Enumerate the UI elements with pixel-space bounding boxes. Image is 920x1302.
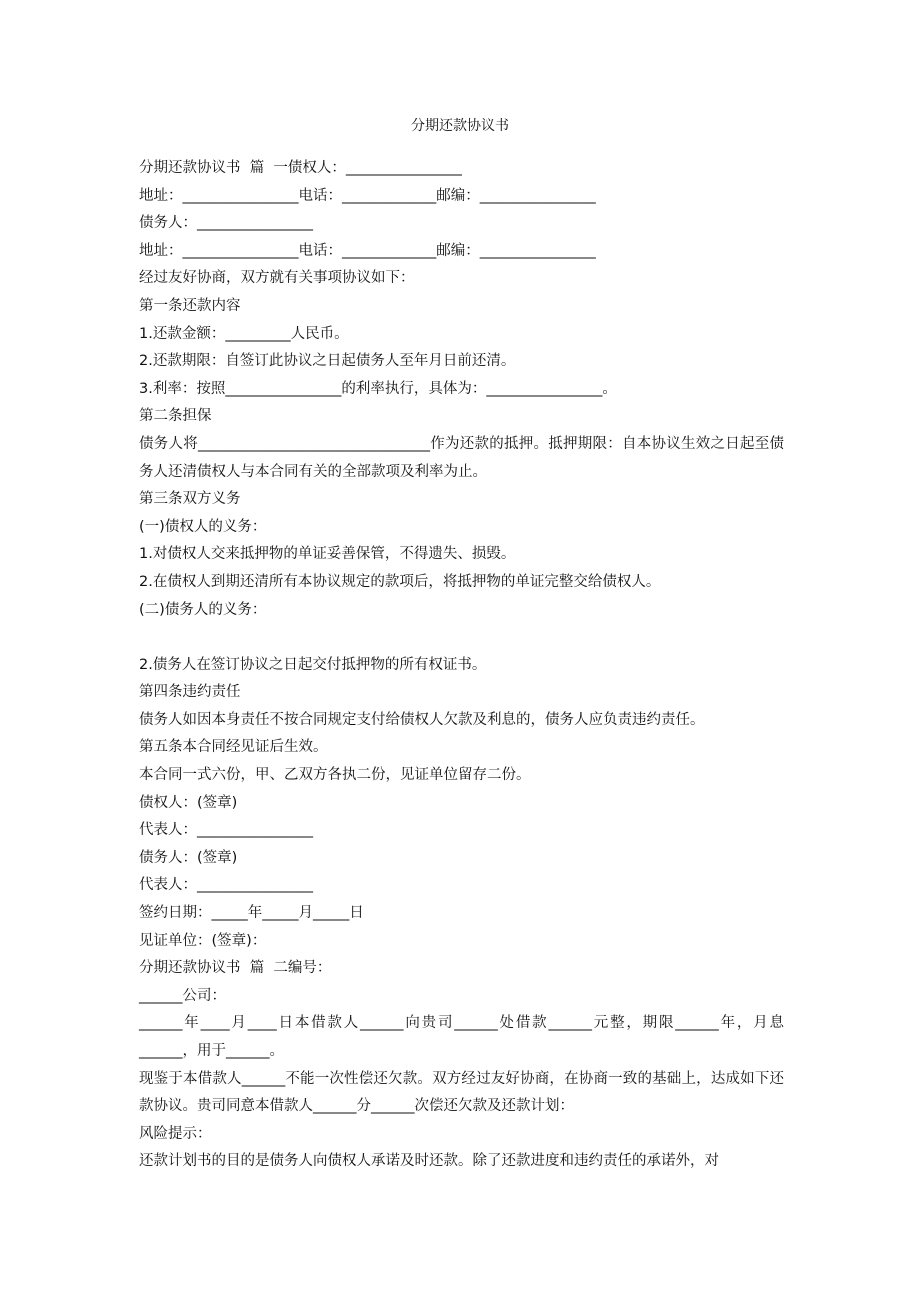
debtor-representative: 代表人：________________ xyxy=(139,877,313,894)
interest-rate: 3.利率：按照________________的利率执行，具体为：________________。 xyxy=(139,380,617,397)
debtor-address-line: 地址：________________电话：_____________邮编：________________ xyxy=(139,242,596,259)
creditor-duties-heading: (一)债权人的义务： xyxy=(139,518,267,535)
company-line: ______公司： xyxy=(139,987,226,1004)
debtor-line: 债务人：________________ xyxy=(139,215,313,232)
repayment-amount: 1.还款金额：_________人民币。 xyxy=(139,325,349,342)
creditor-address-line: 地址：________________电话：_____________邮编：________________ xyxy=(139,187,596,204)
part-2-heading: 分期还款协议书 篇 二编号： xyxy=(139,960,332,977)
creditor-signature: 债权人：(签章) xyxy=(139,794,238,811)
creditor-representative: 代表人：________________ xyxy=(139,822,313,839)
article-5-heading: 第五条本合同经见证后生效。 xyxy=(139,739,328,756)
document-title: 分期还款协议书 xyxy=(411,118,509,134)
debtor-duty-2: 2.债务人在签订协议之日起交付抵押物的所有权证书。 xyxy=(139,656,487,673)
repayment-agreement-paragraph: 现鉴于本借款人______不能一次性偿还欠款。双方经过友好协商，在协商一致的基础上，达成如下还款协议。贵司同意本借款人______分______次偿还欠款及还款计划： xyxy=(139,1070,784,1115)
risk-notice-text: 还款计划书的目的是债务人向债权人承诺及时还款。除了还款进度和违约责任的承诺外，对 xyxy=(139,1153,719,1170)
article-3-heading: 第三条双方义务 xyxy=(139,491,241,508)
creditor-duty-1: 1.对债权人交来抵押物的单证妥善保管，不得遗失、损毁。 xyxy=(139,546,516,563)
blank-line xyxy=(139,624,784,652)
article-4-heading: 第四条违约责任 xyxy=(139,684,241,701)
article-1-heading: 第一条还款内容 xyxy=(139,297,241,314)
debtor-signature: 债务人：(签章) xyxy=(139,849,238,866)
risk-notice-heading: 风险提示： xyxy=(139,1125,212,1142)
copies-clause: 本合同一式六份，甲、乙双方各执二份，见证单位留存二份。 xyxy=(139,767,531,784)
preamble: 经过友好协商，双方就有关事项协议如下： xyxy=(139,270,415,287)
loan-details-paragraph: ______年____月____日本借款人______向贵司______处借款______元整，期限______年，月息______，用于______。 xyxy=(139,1015,784,1059)
breach-clause: 债务人如因本身责任不按合同规定支付给债权人欠款及利息的，债务人应负责违约责任。 xyxy=(139,711,705,728)
document-body xyxy=(139,155,784,1176)
creditor-line: 分期还款协议书 篇 一债权人：________________ xyxy=(139,160,462,176)
creditor-duty-2: 2.在债权人到期还清所有本协议规定的款项后，将抵押物的单证完整交给债权人。 xyxy=(139,573,661,590)
debtor-duties-heading: (二)债务人的义务： xyxy=(139,601,267,618)
article-2-heading: 第二条担保 xyxy=(139,408,212,425)
repayment-deadline: 2.还款期限：自签订此协议之日起债务人至年月日前还清。 xyxy=(139,353,516,370)
witness-signature: 见证单位：(签章)： xyxy=(139,932,267,949)
signing-date: 签约日期：_____年_____月_____日 xyxy=(139,905,364,922)
collateral-paragraph: 债务人将________________________________作为还款的抵押。抵押期限：自本协议生效之日起至债务人还清债权人与本合同有关的全部款项及利率为止。 xyxy=(139,435,784,480)
